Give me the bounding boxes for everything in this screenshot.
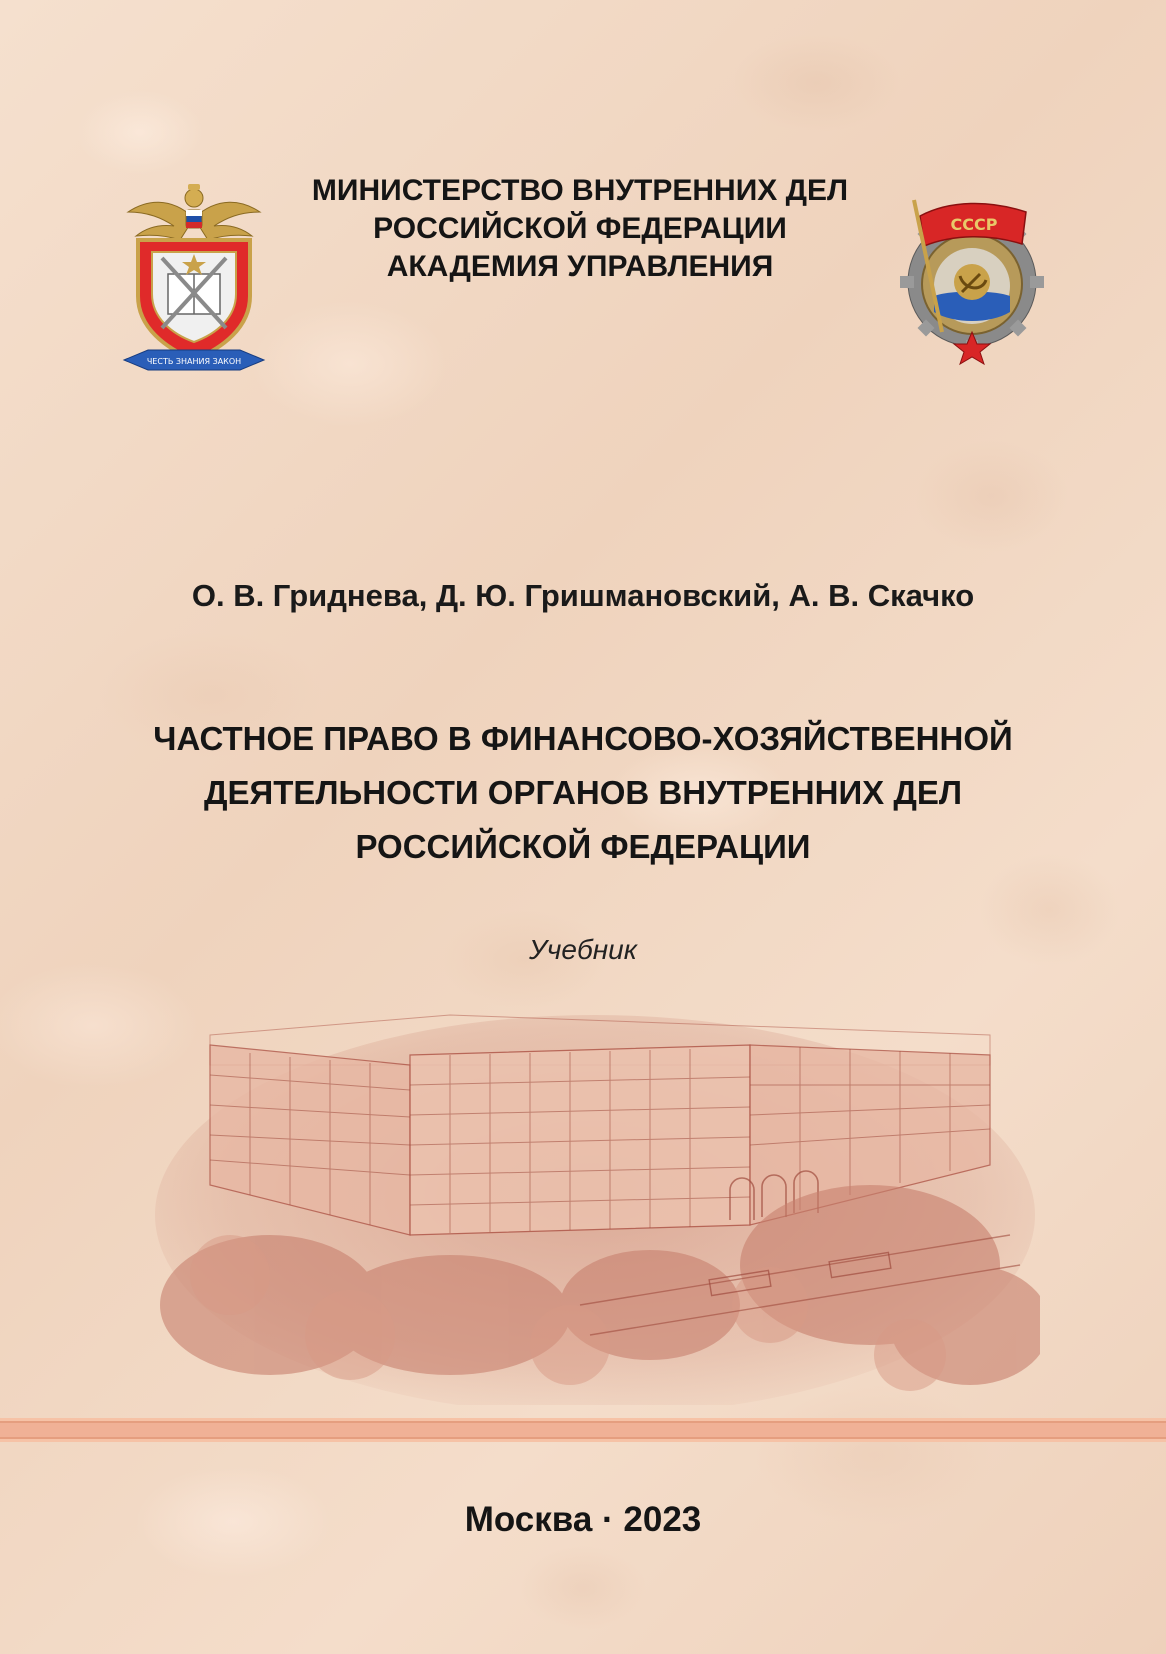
imprint-city: Москва <box>464 1500 593 1539</box>
book-genre: Учебник <box>529 934 637 965</box>
ministry-header <box>250 172 910 286</box>
academy-building-engraving-icon <box>150 1005 1040 1405</box>
order-red-banner-of-labour-icon <box>890 182 1050 372</box>
ministry-line-2: РОССИЙСКОЙ ФЕДЕРАЦИИ <box>373 212 787 245</box>
mvd-academy-emblem-icon <box>118 178 270 378</box>
imprint-separator: · <box>602 1500 614 1539</box>
book-title-line-3: РОССИЙСКОЙ ФЕДЕРАЦИИ <box>355 828 811 865</box>
imprint-year: 2023 <box>623 1500 702 1539</box>
imprint <box>0 1500 1166 1540</box>
book-title <box>80 712 1086 874</box>
book-title-line-2: ДЕЯТЕЛЬНОСТИ ОРГАНОВ ВНУТРЕННИХ ДЕЛ <box>203 774 963 811</box>
book-title-line-1: ЧАСТНОЕ ПРАВО В ФИНАНСОВО-ХОЗЯЙСТВЕННОЙ <box>153 720 1013 757</box>
order-banner-text: СССР <box>950 215 998 234</box>
emblem-ribbon-text: ЧЕСТЬ ЗНАНИЯ ЗАКОН <box>146 357 242 366</box>
authors: О. В. Гриднева, Д. Ю. Гришмановский, А. В. Скачко <box>191 578 975 613</box>
decorative-divider <box>0 1418 1166 1442</box>
ministry-line-3: АКАДЕМИЯ УПРАВЛЕНИЯ <box>386 250 774 283</box>
ministry-line-1: МИНИСТЕРСТВО ВНУТРЕННИХ ДЕЛ <box>311 174 849 207</box>
